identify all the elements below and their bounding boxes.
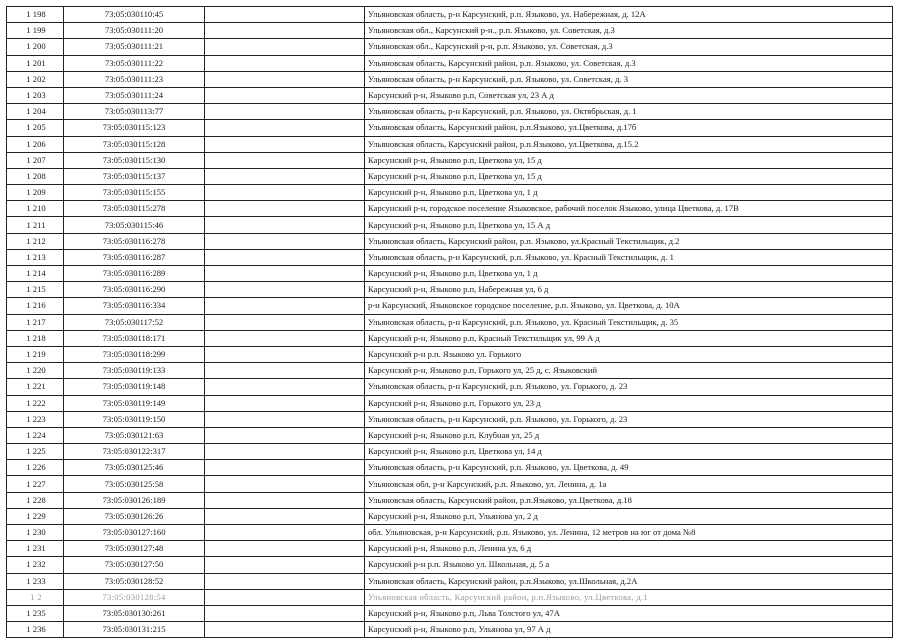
row-number-cell: 1 212: [7, 233, 64, 249]
empty-cell: [205, 605, 365, 621]
cadastral-number-cell: 73:05:030115:123: [64, 120, 205, 136]
table-row: [7, 379, 893, 395]
address-cell: Карсунский р-н, городское поселение Языковское, рабочий поселок Языково, улица Цветкова, д. 17В: [365, 201, 893, 217]
row-number-cell: 1 203: [7, 87, 64, 103]
table-row: [7, 120, 893, 136]
table-row: [7, 201, 893, 217]
table-row: [7, 573, 893, 589]
empty-cell: [205, 379, 365, 395]
empty-cell: [205, 7, 365, 23]
address-cell: Ульяновская область, р-н Карсунский, р.п. Языково, ул. Красный Текстильщик, д. 35: [365, 314, 893, 330]
cadastral-number-cell: 73:05:030116:290: [64, 282, 205, 298]
row-number-cell: 1 201: [7, 55, 64, 71]
row-number-cell: 1 236: [7, 622, 64, 638]
cadastral-number-cell: 73:05:030119:150: [64, 411, 205, 427]
address-cell: Ульяновская область, р-н Карсунский, р.п. Языково, ул. Горького, д. 23: [365, 379, 893, 395]
empty-cell: [205, 557, 365, 573]
empty-cell: [205, 622, 365, 638]
address-cell: Карсунский р-н, Языково р.п, Цветкова ул, 14 д: [365, 444, 893, 460]
address-cell: Ульяновская обл., Карсунский р-н, р.п. Языково, ул. Советская, д.3: [365, 39, 893, 55]
row-number-cell: 1 211: [7, 217, 64, 233]
empty-cell: [205, 298, 365, 314]
address-cell: Карсунский р-н, Языково р.п, Советская ул, 23 А д: [365, 87, 893, 103]
row-number-cell: 1 219: [7, 346, 64, 362]
cadastral-number-cell: 73:05:030116:334: [64, 298, 205, 314]
row-number-cell: 1 229: [7, 508, 64, 524]
address-cell: Ульяновская область, р-н Карсунский, р.п. Языково, ул. Цветкова, д. 49: [365, 460, 893, 476]
empty-cell: [205, 476, 365, 492]
row-number-cell: 1 233: [7, 573, 64, 589]
address-cell: Ульяновская область, р-н Карсунский, р.п. Языково, ул. Набережная, д. 12А: [365, 7, 893, 23]
address-cell: Ульяновская область, р-н Карсунский, р.п. Языково, ул. Октябрьская, д. 1: [365, 104, 893, 120]
empty-cell: [205, 168, 365, 184]
table-row: [7, 71, 893, 87]
row-number-cell: 1 235: [7, 605, 64, 621]
cadastral-number-cell: 73:05:030111:21: [64, 39, 205, 55]
cadastral-number-cell: 73:05:030110:45: [64, 7, 205, 23]
table-row: [7, 87, 893, 103]
empty-cell: [205, 104, 365, 120]
cadastral-number-cell: 73:05:030127:50: [64, 557, 205, 573]
table-row: [7, 233, 893, 249]
address-cell: Ульяновская область, Карсунский район, р.п.Языково, ул.Цветкова, д.1: [365, 589, 893, 605]
row-number-cell: 1 223: [7, 411, 64, 427]
empty-cell: [205, 282, 365, 298]
cadastral-number-cell: 73:05:030128:54: [64, 589, 205, 605]
row-number-cell: 1 222: [7, 395, 64, 411]
cadastral-number-cell: 73:05:030116:287: [64, 249, 205, 265]
row-number-cell: 1 213: [7, 249, 64, 265]
empty-cell: [205, 201, 365, 217]
cadastral-number-cell: 73:05:030128:52: [64, 573, 205, 589]
address-cell: Ульяновская область, р-н Карсунский, р.п. Языково, ул. Горького, д. 23: [365, 411, 893, 427]
empty-cell: [205, 573, 365, 589]
cadastral-number-cell: 73:05:030115:155: [64, 185, 205, 201]
empty-cell: [205, 266, 365, 282]
empty-cell: [205, 541, 365, 557]
table-row: [7, 508, 893, 524]
address-cell: Ульяновская обл, р-н Карсунский, р.п. Языково, ул. Ленина, д. 1а: [365, 476, 893, 492]
row-number-cell: 1 224: [7, 427, 64, 443]
address-cell: р-н Карсунский, Языковское городское поселение, р.п. Языково, ул. Цветкова, д. 10А: [365, 298, 893, 314]
table-row: [7, 492, 893, 508]
table-row: [7, 314, 893, 330]
row-number-cell: 1 218: [7, 330, 64, 346]
empty-cell: [205, 330, 365, 346]
table-row: [7, 330, 893, 346]
address-cell: Карсунский р-н, Языково р.п, Набережная ул, 6 д: [365, 282, 893, 298]
table-row: [7, 476, 893, 492]
empty-cell: [205, 55, 365, 71]
address-cell: Карсунский р-н р.п. Языково ул. Горького: [365, 346, 893, 362]
address-cell: Карсунский р-н, Языково р.п, Цветкова ул, 15 д: [365, 168, 893, 184]
cadastral-number-cell: 73:05:030115:130: [64, 152, 205, 168]
row-number-cell: 1 227: [7, 476, 64, 492]
table-row: [7, 427, 893, 443]
address-cell: Ульяновская область, Карсунский район, р.п.Языково, ул.Цветкова, д.17б: [365, 120, 893, 136]
row-number-cell: 1 207: [7, 152, 64, 168]
empty-cell: [205, 23, 365, 39]
cadastral-number-cell: 73:05:030125:58: [64, 476, 205, 492]
row-number-cell: 1 202: [7, 71, 64, 87]
address-cell: Карсунский р-н, Языково р.п, Цветкова ул, 15 А д: [365, 217, 893, 233]
address-cell: Карсунский р-н, Языково р.п, Ленина ул, 6 д: [365, 541, 893, 557]
table-row: [7, 622, 893, 638]
cadastral-number-cell: 73:05:030125:46: [64, 460, 205, 476]
address-cell: Карсунский р-н, Языково р.п, Льва Толстого ул, 47А: [365, 605, 893, 621]
row-number-cell: 1 209: [7, 185, 64, 201]
empty-cell: [205, 233, 365, 249]
cadastral-number-cell: 73:05:030131:215: [64, 622, 205, 638]
cadastral-number-cell: 73:05:030126:26: [64, 508, 205, 524]
address-cell: Ульяновская область, Карсунский район, р.п.Языково, ул.Цветкова, д.18: [365, 492, 893, 508]
cadastral-number-cell: 73:05:030127:48: [64, 541, 205, 557]
empty-cell: [205, 427, 365, 443]
row-number-cell: 1 225: [7, 444, 64, 460]
empty-cell: [205, 185, 365, 201]
row-number-cell: 1 2: [7, 589, 64, 605]
address-cell: Карсунский р-н, Языково р.п, Горького ул, 23 д: [365, 395, 893, 411]
table-row: [7, 411, 893, 427]
row-number-cell: 1 216: [7, 298, 64, 314]
empty-cell: [205, 346, 365, 362]
cadastral-number-cell: 73:05:030126:189: [64, 492, 205, 508]
cadastral-number-cell: 73:05:030118:171: [64, 330, 205, 346]
address-cell: Карсунский р-н, Языково р.п, Цветкова ул, 1 д: [365, 266, 893, 282]
address-cell: Карсунский р-н, Языково р.п, Горького ул, 25 д, с. Языковский: [365, 363, 893, 379]
table-row: [7, 249, 893, 265]
cadastral-number-cell: 73:05:030119:133: [64, 363, 205, 379]
table-row: [7, 460, 893, 476]
table-row: [7, 589, 893, 605]
table-row: [7, 525, 893, 541]
empty-cell: [205, 249, 365, 265]
row-number-cell: 1 232: [7, 557, 64, 573]
cadastral-number-cell: 73:05:030118:299: [64, 346, 205, 362]
document-sheet: [6, 6, 893, 638]
address-cell: Ульяновская обл., Карсунский р-н., р.п. Языково, ул. Советская, д.3: [365, 23, 893, 39]
cadastral-number-cell: 73:05:030121:63: [64, 427, 205, 443]
row-number-cell: 1 210: [7, 201, 64, 217]
cadastral-number-cell: 73:05:030130:261: [64, 605, 205, 621]
empty-cell: [205, 508, 365, 524]
cadastral-number-cell: 73:05:030117:52: [64, 314, 205, 330]
empty-cell: [205, 589, 365, 605]
row-number-cell: 1 231: [7, 541, 64, 557]
row-number-cell: 1 230: [7, 525, 64, 541]
table-row: [7, 346, 893, 362]
table-row: [7, 363, 893, 379]
row-number-cell: 1 199: [7, 23, 64, 39]
row-number-cell: 1 221: [7, 379, 64, 395]
address-cell: Карсунский р-н, Языково р.п, Цветкова ул, 1 д: [365, 185, 893, 201]
row-number-cell: 1 208: [7, 168, 64, 184]
table-row: [7, 185, 893, 201]
empty-cell: [205, 363, 365, 379]
table-row: [7, 395, 893, 411]
registry-table-body: [7, 7, 893, 638]
empty-cell: [205, 314, 365, 330]
table-row: [7, 55, 893, 71]
address-cell: Карсунский р-н, Языково р.п, Цветкова ул, 15 д: [365, 152, 893, 168]
cadastral-number-cell: 73:05:030116:278: [64, 233, 205, 249]
cadastral-number-cell: 73:05:030115:128: [64, 136, 205, 152]
table-row: [7, 298, 893, 314]
cadastral-number-cell: 73:05:030127:160: [64, 525, 205, 541]
address-cell: Ульяновская область, Карсунский район, р.п. Языково, ул.Красный Текстильщик, д.2: [365, 233, 893, 249]
cadastral-number-cell: 73:05:030111:22: [64, 55, 205, 71]
row-number-cell: 1 205: [7, 120, 64, 136]
table-row: [7, 39, 893, 55]
registry-table: [6, 6, 893, 638]
cadastral-number-cell: 73:05:030115:137: [64, 168, 205, 184]
empty-cell: [205, 525, 365, 541]
table-row: [7, 136, 893, 152]
table-row: [7, 217, 893, 233]
row-number-cell: 1 215: [7, 282, 64, 298]
address-cell: Карсунский р-н, Языково р.п, Клубная ул, 25 д: [365, 427, 893, 443]
cadastral-number-cell: 73:05:030122:317: [64, 444, 205, 460]
cadastral-number-cell: 73:05:030116:289: [64, 266, 205, 282]
address-cell: Ульяновская область, Карсунский район, р.п. Языково, ул. Советская, д.3: [365, 55, 893, 71]
address-cell: Ульяновская область, р-н Карсунский, р.п. Языково, ул. Красный Текстильщик, д. 1: [365, 249, 893, 265]
table-row: [7, 152, 893, 168]
empty-cell: [205, 136, 365, 152]
empty-cell: [205, 395, 365, 411]
empty-cell: [205, 460, 365, 476]
table-row: [7, 168, 893, 184]
table-row: [7, 23, 893, 39]
address-cell: Ульяновская область, Карсунский район, р.п.Языково, ул.Школьная, д.2А: [365, 573, 893, 589]
empty-cell: [205, 39, 365, 55]
address-cell: Карсунский р-н р.п. Языково ул. Школьная, д. 5 а: [365, 557, 893, 573]
address-cell: Карсунский р-н, Языково р.п, Ульянова ул, 2 д: [365, 508, 893, 524]
cadastral-number-cell: 73:05:030115:46: [64, 217, 205, 233]
table-row: [7, 541, 893, 557]
cadastral-number-cell: 73:05:030113:77: [64, 104, 205, 120]
table-row: [7, 605, 893, 621]
address-cell: Карсунский р-н, Языково р.п, Ульянова ул, 97 А д: [365, 622, 893, 638]
empty-cell: [205, 492, 365, 508]
table-row: [7, 557, 893, 573]
table-row: [7, 7, 893, 23]
table-row: [7, 104, 893, 120]
row-number-cell: 1 204: [7, 104, 64, 120]
table-row: [7, 444, 893, 460]
row-number-cell: 1 206: [7, 136, 64, 152]
empty-cell: [205, 120, 365, 136]
empty-cell: [205, 71, 365, 87]
address-cell: Ульяновская область, р-н Карсунский, р.п. Языково, ул. Советская, д. 3: [365, 71, 893, 87]
cadastral-number-cell: 73:05:030111:20: [64, 23, 205, 39]
table-row: [7, 266, 893, 282]
table-row: [7, 282, 893, 298]
row-number-cell: 1 226: [7, 460, 64, 476]
row-number-cell: 1 228: [7, 492, 64, 508]
empty-cell: [205, 411, 365, 427]
empty-cell: [205, 444, 365, 460]
cadastral-number-cell: 73:05:030119:149: [64, 395, 205, 411]
address-cell: обл. Ульяновская, р-н Карсунский, р.п. Языково, ул. Ленина, 12 метров на юг от дома №8: [365, 525, 893, 541]
empty-cell: [205, 87, 365, 103]
row-number-cell: 1 214: [7, 266, 64, 282]
cadastral-number-cell: 73:05:030115:278: [64, 201, 205, 217]
row-number-cell: 1 198: [7, 7, 64, 23]
empty-cell: [205, 152, 365, 168]
cadastral-number-cell: 73:05:030111:23: [64, 71, 205, 87]
row-number-cell: 1 217: [7, 314, 64, 330]
row-number-cell: 1 220: [7, 363, 64, 379]
cadastral-number-cell: 73:05:030119:148: [64, 379, 205, 395]
address-cell: Карсунский р-н, Языково р.п, Красный Текстильщик ул, 99 А д: [365, 330, 893, 346]
row-number-cell: 1 200: [7, 39, 64, 55]
cadastral-number-cell: 73:05:030111:24: [64, 87, 205, 103]
address-cell: Ульяновская область, Карсунский район, р.п.Языково, ул.Цветкова, д.15.2: [365, 136, 893, 152]
empty-cell: [205, 217, 365, 233]
